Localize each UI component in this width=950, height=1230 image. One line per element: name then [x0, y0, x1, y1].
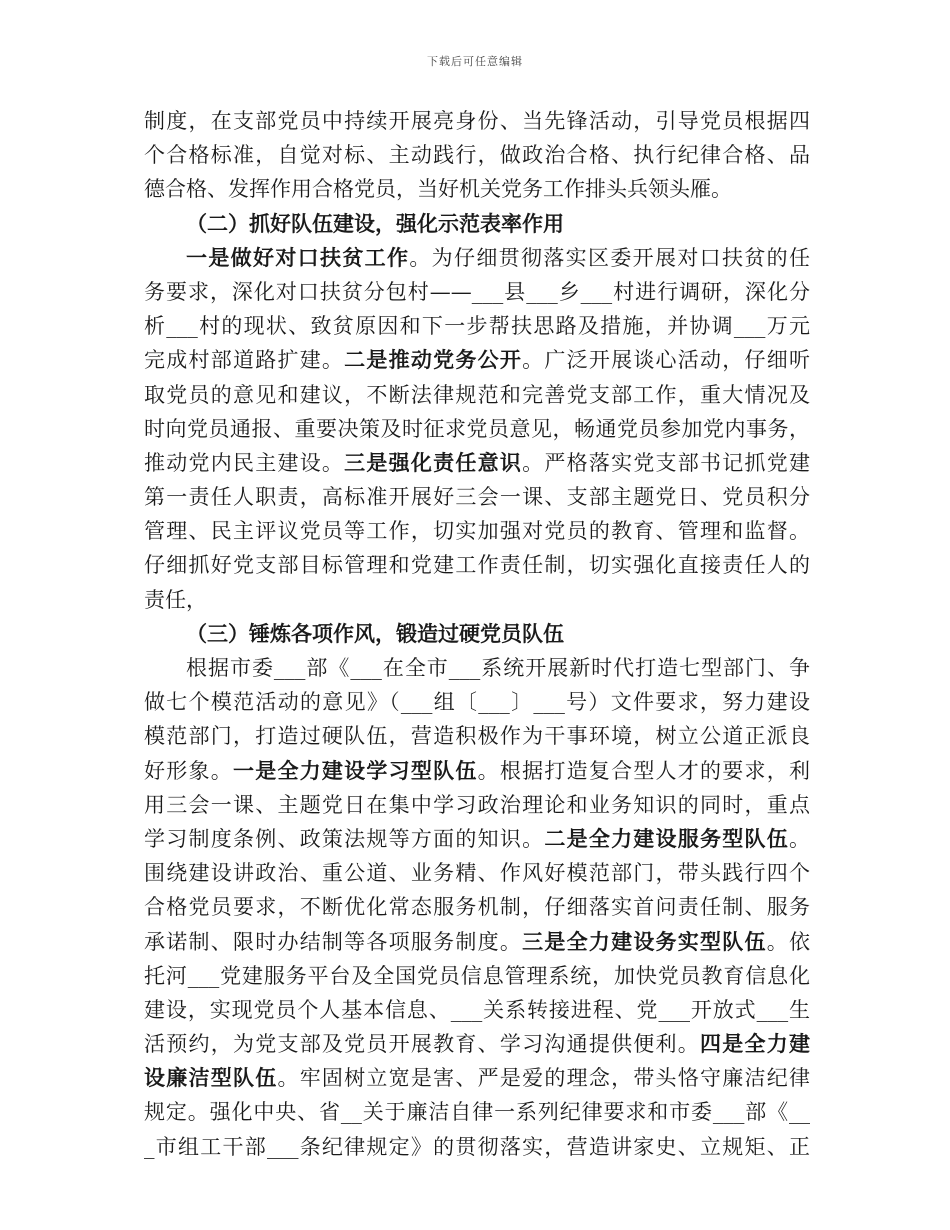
- text-run: （二）抓好队伍建设，强化示范表率作用: [186, 210, 564, 236]
- bold-phrase: 二是全力建设服务型队伍: [544, 825, 789, 851]
- text-line: [144, 104, 810, 138]
- text-line: [144, 583, 810, 617]
- bold-phrase: 二是推动党务公开: [344, 347, 523, 373]
- text-run: 好形象。: [144, 758, 233, 783]
- text-run: 管理、民主评议党员等工作，切实加强对党员的教育、管理和监督。: [144, 519, 810, 544]
- text-run: 推动党内民主建设。: [144, 450, 345, 475]
- bold-phrase: 设廉洁型队伍: [144, 1065, 278, 1091]
- text-run: 承诺制、限时办结制等各项服务制度。: [144, 929, 523, 954]
- text-line: [144, 685, 810, 719]
- text-run: 取党员的意见和建议，不断法律规范和完善党支部工作，重大情况及: [144, 382, 810, 407]
- text-line: [144, 651, 810, 685]
- section-heading: [144, 207, 810, 241]
- text-run: 责任，: [144, 587, 207, 612]
- text-run: （三）锤炼各项作风，锻造过硬党员队伍: [186, 620, 564, 646]
- text-run: 根据市委___部《___在全市___系统开展新时代打造七型部门、争: [186, 656, 810, 680]
- text-line: [144, 822, 810, 856]
- bold-phrase: 一是做好对口扶贫工作: [186, 244, 410, 270]
- text-run: 规定。强化中央、省__关于廉洁自律一系列纪律要求和市委___部《__: [144, 1100, 810, 1125]
- text-run: 活预约，为党支部及党员开展教育、学习沟通提供便利。: [144, 1032, 701, 1057]
- text-run: 学习制度条例、政策法规等方面的知识。: [144, 826, 545, 851]
- text-run: 完成村部道路扩建。: [144, 348, 345, 373]
- text-line: [144, 1130, 810, 1164]
- bold-phrase: 三是强化责任意识: [344, 449, 523, 475]
- text-line: [144, 446, 810, 480]
- text-line: [144, 412, 810, 446]
- text-run: 合格党员要求，不断优化常态服务机制，仔细落实首问责任制、服务: [144, 895, 810, 920]
- text-run: 。根据打造复合型人才的要求，利: [477, 758, 811, 783]
- text-line: [144, 754, 810, 788]
- text-run: 第一责任人职责，高标准开展好三会一课、支部主题党日、党员积分: [144, 485, 810, 510]
- text-line: [144, 548, 810, 582]
- text-run: 围绕建设讲政治、重公道、业务精、作风好模范部门，带头践行四个: [144, 861, 810, 886]
- text-run: 务要求，深化对口扶贫分包村——___县___乡___村进行调研，深化分: [144, 279, 810, 304]
- text-line: [144, 378, 810, 412]
- text-run: 仔细抓好党支部目标管理和党建工作责任制，切实强化直接责任人的: [144, 553, 810, 578]
- text-run: 做七个模范活动的意见》（___组〔___〕___号）文件要求，努力建设: [144, 690, 810, 715]
- text-run: 建设，实现党员个人基本信息、___关系转接进程、党___开放式___生: [144, 997, 810, 1022]
- text-line: [144, 309, 810, 343]
- text-run: _市组工干部___条纪律规定》的贯彻落实，营造讲家史、立规矩、正: [144, 1134, 810, 1159]
- text-line: [144, 856, 810, 890]
- text-run: 。: [789, 826, 810, 851]
- text-line: [144, 480, 810, 514]
- text-run: 制度，在支部党员中持续开展亮身份、当先锋活动，引导党员根据四: [144, 109, 810, 133]
- text-line: [144, 890, 810, 924]
- text-run: 。牢固树立宽是害、严是爱的理念，带头恪守廉洁纪律: [277, 1066, 811, 1091]
- text-run: 析___村的现状、致贫原因和下一步帮扶思路及措施，并协调___万元: [144, 314, 810, 339]
- text-line: [144, 719, 810, 753]
- text-line: [144, 1061, 810, 1095]
- text-line: [144, 241, 810, 275]
- text-line: [144, 275, 810, 309]
- text-line: [144, 993, 810, 1027]
- bold-phrase: 四是全力建: [700, 1031, 811, 1057]
- text-run: 托河___党建服务平台及全国党员信息管理系统，加快党员教育信息化: [144, 963, 810, 988]
- text-run: 。为仔细贯彻落实区委开展对口扶贫的任: [409, 245, 811, 270]
- text-line: [144, 138, 810, 172]
- text-run: 用三会一课、主题党日在集中学习政治理论和业务知识的同时，重点: [144, 792, 810, 817]
- text-run: 。严格落实党支部书记抓党建: [522, 450, 811, 475]
- text-line: [144, 788, 810, 822]
- document-body: [144, 104, 810, 1164]
- section-heading: [144, 617, 810, 651]
- text-line: [144, 172, 810, 206]
- text-line: [144, 514, 810, 548]
- text-run: 模范部门，打造过硬队伍，营造积极作为干事环境，树立公道正派良: [144, 724, 810, 749]
- page-header: 下载后可任意编辑: [427, 55, 523, 68]
- text-run: 个合格标准，自觉对标、主动践行，做政治合格、执行纪律合格、品: [144, 143, 810, 168]
- text-run: 时向党员通报、重要决策及时征求党员意见，畅通党员参加党内事务，: [144, 416, 810, 441]
- text-line: [144, 343, 810, 377]
- text-line: [144, 959, 810, 993]
- bold-phrase: 三是全力建设务实型队伍: [522, 928, 767, 954]
- text-line: [144, 925, 810, 959]
- bold-phrase: 一是全力建设学习型队伍: [232, 757, 478, 783]
- text-run: 德合格、发挥作用合格党员，当好机关党务工作排头兵领头雁。: [144, 177, 732, 202]
- text-run: 。广泛开展谈心活动，仔细听: [522, 348, 811, 373]
- text-line: [144, 1027, 810, 1061]
- text-run: 。依: [766, 929, 811, 954]
- text-line: [144, 1095, 810, 1129]
